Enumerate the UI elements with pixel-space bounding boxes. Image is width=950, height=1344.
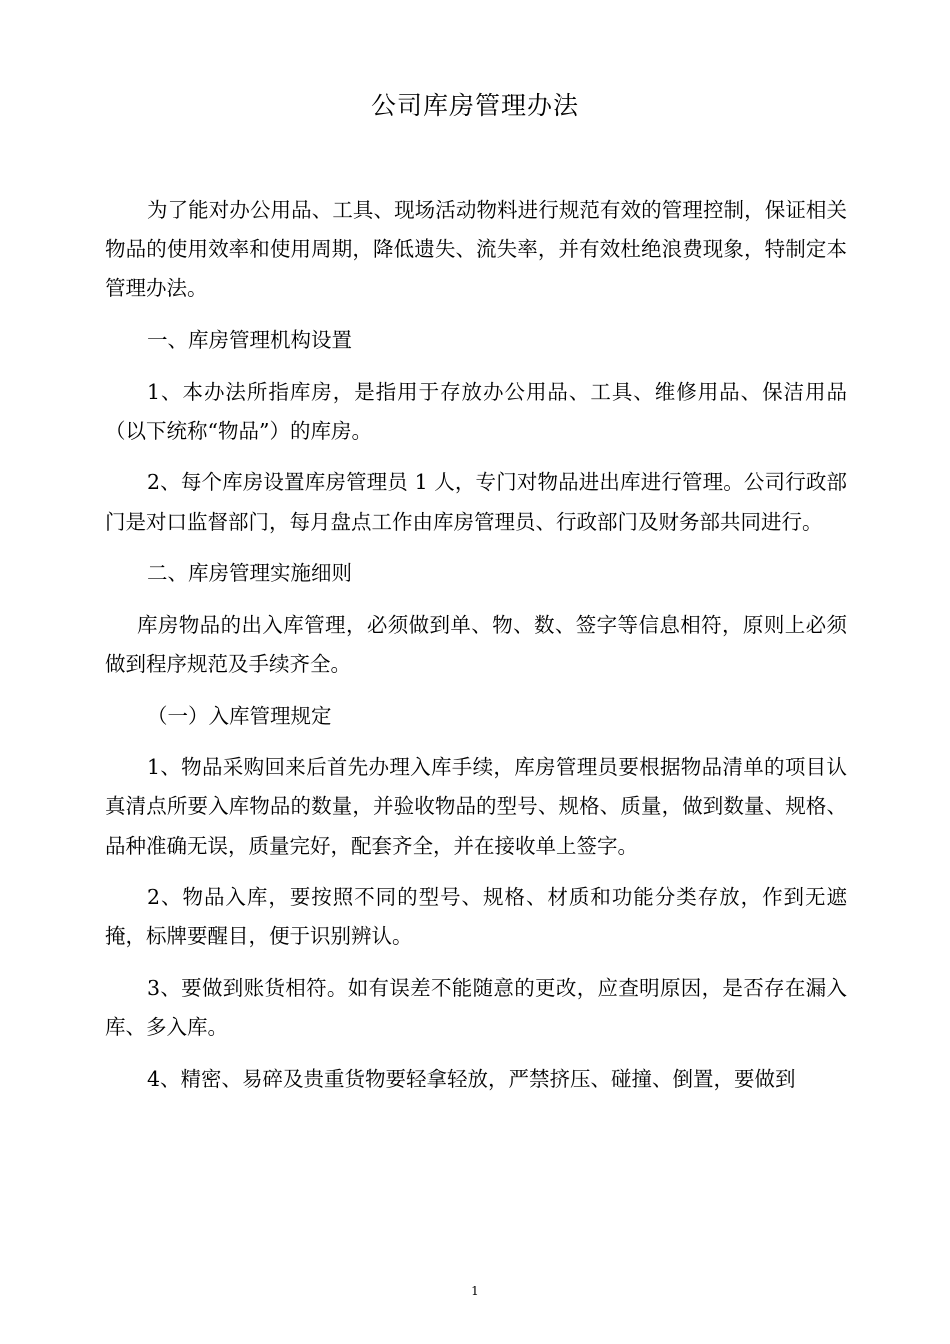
paragraph-2-1-2: 2、物品入库，要按照不同的型号、规格、材质和功能分类存放，作到无遮掩，标牌要醒目，便于识别辨认。 [105, 885, 847, 949]
intro-paragraph: 为了能对办公用品、工具、现场活动物料进行规范有效的管理控制，保证相关物品的使用效率和使用周期，降低遗失、流失率，并有效杜绝浪费现象，特制定本管理办法。 [105, 198, 847, 301]
paragraph-2-1-4: 4、精密、易碎及贵重货物要轻拿轻放，严禁挤压、碰撞、倒置，要做到 [147, 1066, 796, 1091]
subsection-heading-1: （一）入库管理规定 [147, 703, 332, 728]
document-body [105, 191, 847, 1099]
document-title: 公司库房管理办法 [370, 91, 579, 120]
paragraph-2-1-3: 3、要做到账货相符。如有误差不能随意的更改，应查明原因，是否存在漏入库、多入库。 [105, 975, 847, 1040]
section-heading-2: 二、库房管理实施细则 [147, 561, 352, 586]
page-number: 1 [471, 1284, 479, 1298]
paragraph-2-1-1: 1、物品采购回来后首先办理入库手续，库房管理员要根据物品清单的项目认真清点所要入库物品的数量，并验收物品的型号、规格、质量，做到数量、规格、品种准确无误，质量完好，配套齐全，并在接收单上签字。 [105, 755, 847, 858]
paragraph-1-1: 1、本办法所指库房，是指用于存放办公用品、工具、维修用品、保洁用品（以下统称“物品”）的库房。 [105, 379, 847, 443]
section-heading-1: 一、库房管理机构设置 [147, 328, 352, 352]
paragraph-2-intro: 库房物品的出入库管理，必须做到单、物、数、签字等信息相符，原则上必须做到程序规范及手续齐全。 [105, 612, 847, 676]
paragraph-1-2: 2、每个库房设置库房管理员 1 人，专门对物品进出库进行管理。公司行政部门是对口监督部门，每月盘点工作由库房管理员、行政部门及财务部共同进行。 [105, 470, 847, 534]
